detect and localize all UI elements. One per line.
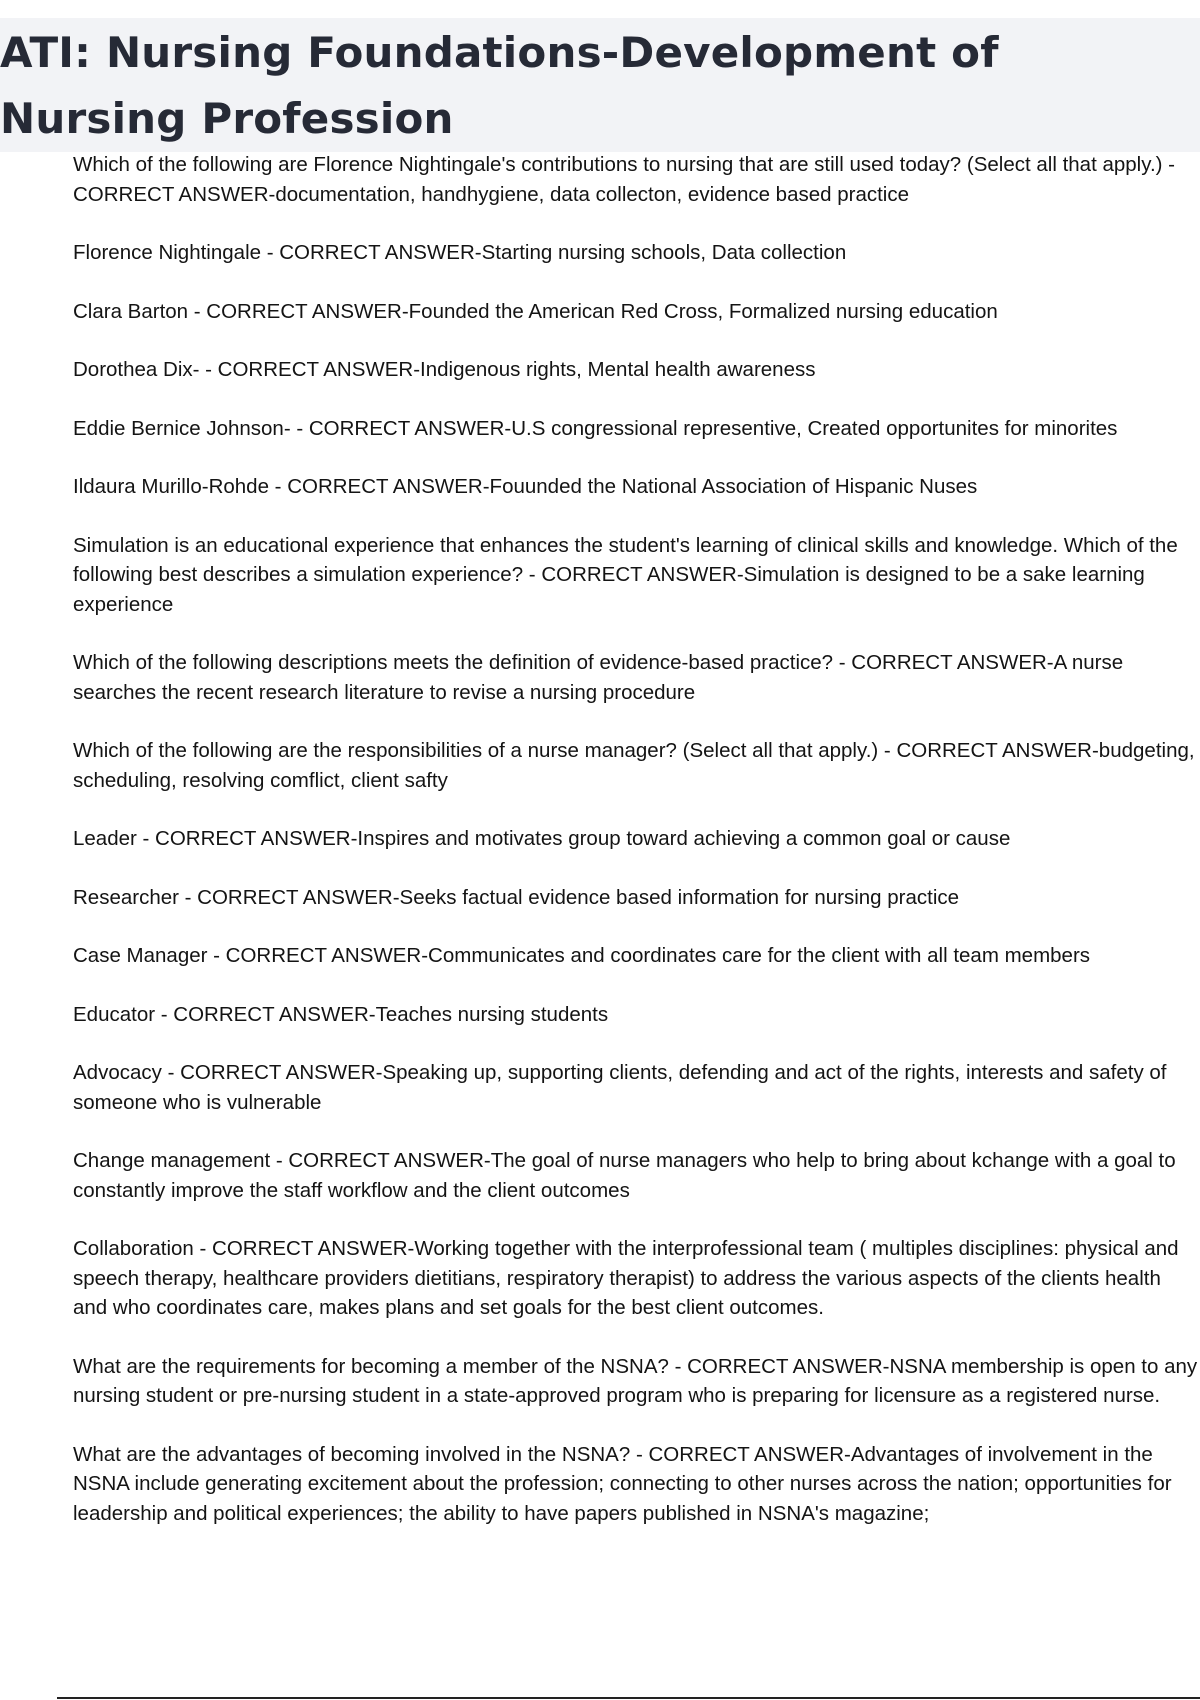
qa-item: Florence Nightingale - CORRECT ANSWER-Starting nursing schools, Data collection <box>73 241 847 264</box>
title-bar <box>0 18 1200 152</box>
qa-item: Collaboration - CORRECT ANSWER-Working together with the interprofessional team ( multiples disciplines: physical and speech therapy, healthcare providers dietitians, respiratory therapist) to address the various aspects of the clients health and who coordinates care, makes plans and set goals for the best client outcomes. <box>73 1237 1179 1319</box>
qa-item: Leader - CORRECT ANSWER-Inspires and motivates group toward achieving a common goal or cause <box>73 827 1011 850</box>
qa-item: Which of the following are the responsibilities of a nurse manager? (Select all that apply.) - CORRECT ANSWER-budgeting, scheduling, resolving comflict, client safty <box>73 739 1195 792</box>
qa-item: Researcher - CORRECT ANSWER-Seeks factual evidence based information for nursing practice <box>73 885 960 909</box>
qa-item: Advocacy - CORRECT ANSWER-Speaking up, supporting clients, defending and act of the rights, interests and safety of someone who is vulnerable <box>73 1061 1167 1114</box>
qa-item: Educator - CORRECT ANSWER-Teaches nursing students <box>73 1002 609 1026</box>
qa-item: Ildaura Murillo-Rohde - CORRECT ANSWER-Fouunded the National Association of Hispanic Nuses <box>73 475 978 498</box>
qa-item: Change management - CORRECT ANSWER-The goal of nurse managers who help to bring about kchange with a goal to constantly improve the staff workflow and the client outcomes <box>73 1149 1176 1202</box>
document-title: ATI: Nursing Foundations-Development of Nursing Profession <box>0 28 999 143</box>
qa-item: Which of the following descriptions meets the definition of evidence-based practice? - CORRECT ANSWER-A nurse searches the recent research literature to revise a nursing procedure <box>73 651 1124 704</box>
qa-item: What are the advantages of becoming involved in the NSNA? - CORRECT ANSWER-Advantages of involvement in the NSNA include generating excitement about the profession; connecting to other nurses across the nation; opportunities for leadership and political experiences; the ability to have papers published in NSNA's magazine; <box>73 1442 1172 1525</box>
document-body <box>73 150 1200 1600</box>
qa-item: Case Manager - CORRECT ANSWER-Communicates and coordinates care for the client with all team members <box>73 944 1091 967</box>
qa-item: Which of the following are Florence Nightingale's contributions to nursing that are still used today? (Select all that apply.) - CORRECT ANSWER-documentation, handhygiene, data collecton, evidence based practice <box>73 153 1175 206</box>
qa-item: Simulation is an educational experience that enhances the student's learning of clinical skills and knowledge. Which of the following best describes a simulation experience? - CORRECT ANSWER-Simulation is designed to be a sake learning experience <box>73 533 1178 616</box>
qa-item: Clara Barton - CORRECT ANSWER-Founded the American Red Cross, Formalized nursing education <box>73 299 998 323</box>
qa-item: Dorothea Dix- - CORRECT ANSWER-Indigenous rights, Mental health awareness <box>73 358 816 381</box>
footer-divider <box>57 1697 1200 1699</box>
qa-item: Eddie Bernice Johnson- - CORRECT ANSWER-U.S congressional representive, Created opportunites for minorites <box>73 416 1118 440</box>
qa-item: What are the requirements for becoming a member of the NSNA? - CORRECT ANSWER-NSNA membership is open to any nursing student or pre-nursing student in a state-approved program who is preparing for licensure as a registered nurse. <box>73 1354 1198 1407</box>
page-cut-fade <box>0 1560 1200 1610</box>
